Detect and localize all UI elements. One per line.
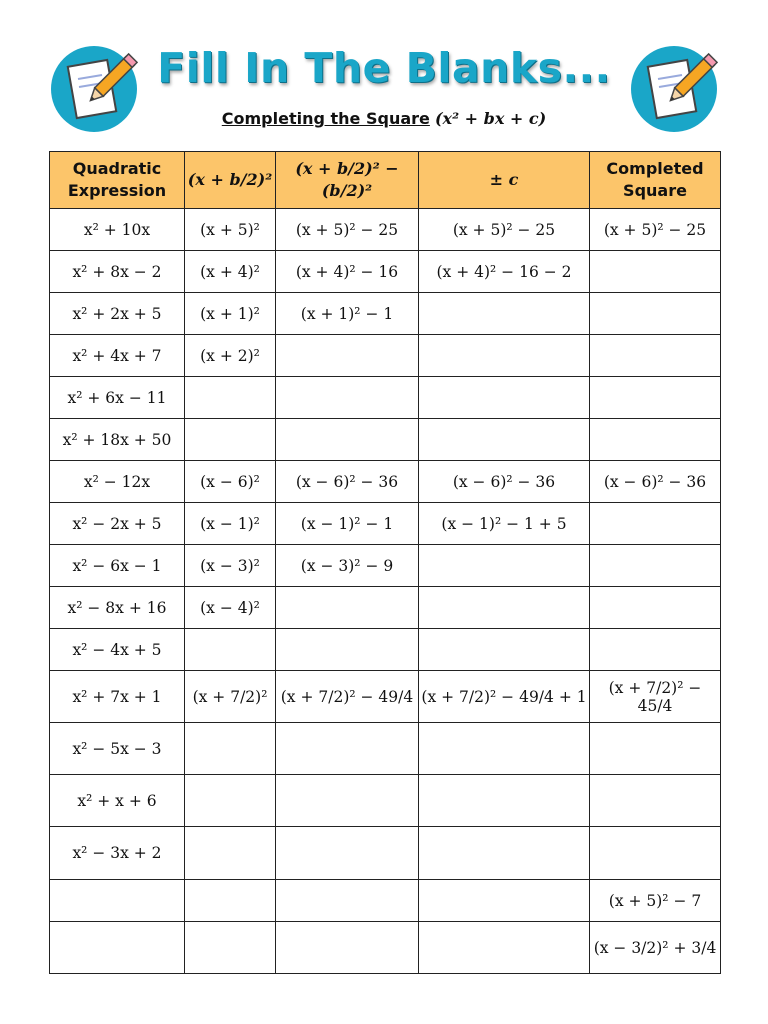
expression-cell[interactable]: x² + 10x — [50, 209, 185, 251]
expression-cell[interactable]: x² − 8x + 16 — [50, 587, 185, 629]
table-row — [50, 775, 721, 827]
expression-cell[interactable]: x² + x + 6 — [50, 775, 185, 827]
table-row — [50, 503, 721, 545]
answer-cell[interactable]: (x + 4)² − 16 − 2 — [419, 251, 590, 293]
answer-cell[interactable] — [419, 880, 590, 922]
column-header: Completed Square — [590, 152, 721, 209]
answer-cell[interactable] — [590, 587, 721, 629]
expression-cell[interactable]: x² + 4x + 7 — [50, 335, 185, 377]
page-title: Fill In The Blanks... — [157, 44, 611, 92]
column-header: (x + b/2)² − (b/2)² — [276, 152, 419, 209]
expression-cell[interactable]: x² + 18x + 50 — [50, 419, 185, 461]
table-row — [50, 251, 721, 293]
table-row — [50, 587, 721, 629]
expression-cell[interactable]: x² − 4x + 5 — [50, 629, 185, 671]
column-header: (x + b/2)² — [185, 152, 276, 209]
answer-cell[interactable] — [276, 629, 419, 671]
table-row — [50, 922, 721, 974]
answer-cell[interactable] — [590, 827, 721, 880]
expression-cell[interactable] — [50, 922, 185, 974]
table-row — [50, 335, 721, 377]
answer-cell[interactable] — [419, 922, 590, 974]
answer-cell[interactable]: (x + 7/2)² — [185, 671, 276, 723]
pencil-paper-icon — [630, 45, 718, 133]
answer-cell[interactable] — [276, 587, 419, 629]
answer-cell[interactable] — [590, 293, 721, 335]
subtitle-formula: (x² + bx + c) — [434, 109, 547, 128]
answer-cell[interactable]: (x + 5)² — [185, 209, 276, 251]
answer-cell[interactable] — [276, 880, 419, 922]
answer-cell[interactable] — [419, 293, 590, 335]
answer-cell[interactable] — [419, 377, 590, 419]
answer-cell[interactable] — [185, 922, 276, 974]
answer-cell[interactable]: (x + 1)² — [185, 293, 276, 335]
answer-cell[interactable] — [590, 545, 721, 587]
answer-cell[interactable]: (x − 3)² − 9 — [276, 545, 419, 587]
answer-cell[interactable]: (x + 1)² − 1 — [276, 293, 419, 335]
answer-cell[interactable]: (x − 1)² − 1 + 5 — [419, 503, 590, 545]
table-body — [50, 209, 721, 974]
table-row — [50, 629, 721, 671]
answer-cell[interactable] — [590, 335, 721, 377]
expression-cell[interactable]: x² + 2x + 5 — [50, 293, 185, 335]
answer-cell[interactable]: (x − 1)² − 1 — [276, 503, 419, 545]
answer-cell[interactable] — [185, 827, 276, 880]
answer-cell[interactable] — [276, 419, 419, 461]
column-header: Quadratic Expression — [50, 152, 185, 209]
subtitle — [150, 109, 618, 128]
answer-cell[interactable] — [590, 503, 721, 545]
answer-cell[interactable] — [419, 335, 590, 377]
answer-cell[interactable]: (x + 7/2)² − 49/4 + 1 — [419, 671, 590, 723]
answer-cell[interactable] — [185, 775, 276, 827]
completing-square-table — [49, 151, 721, 974]
answer-cell[interactable] — [185, 377, 276, 419]
expression-cell[interactable]: x² − 5x − 3 — [50, 723, 185, 775]
subtitle-text: Completing the Square — [221, 109, 430, 128]
answer-cell[interactable]: (x − 3)² — [185, 545, 276, 587]
answer-cell[interactable]: (x + 5)² − 25 — [276, 209, 419, 251]
answer-cell[interactable]: (x + 5)² − 25 — [419, 209, 590, 251]
expression-cell[interactable]: x² − 12x — [50, 461, 185, 503]
table-row — [50, 209, 721, 251]
answer-cell[interactable] — [276, 827, 419, 880]
answer-cell[interactable]: (x − 4)² — [185, 587, 276, 629]
table-row — [50, 377, 721, 419]
answer-cell[interactable] — [276, 723, 419, 775]
answer-cell[interactable]: (x − 6)² − 36 — [590, 461, 721, 503]
expression-cell[interactable]: x² − 2x + 5 — [50, 503, 185, 545]
answer-cell[interactable] — [185, 723, 276, 775]
answer-cell[interactable]: (x + 7/2)² − 49/4 — [276, 671, 419, 723]
expression-cell[interactable]: x² − 6x − 1 — [50, 545, 185, 587]
answer-cell[interactable]: (x − 1)² — [185, 503, 276, 545]
table-row — [50, 671, 721, 723]
answer-cell[interactable]: (x + 2)² — [185, 335, 276, 377]
answer-cell[interactable] — [419, 545, 590, 587]
table-header-row — [50, 152, 721, 209]
answer-cell[interactable] — [590, 251, 721, 293]
answer-cell[interactable] — [419, 419, 590, 461]
answer-cell[interactable]: (x − 6)² − 36 — [276, 461, 419, 503]
table-row — [50, 419, 721, 461]
answer-cell[interactable] — [419, 587, 590, 629]
answer-cell[interactable] — [590, 377, 721, 419]
answer-cell[interactable] — [419, 827, 590, 880]
expression-cell[interactable] — [50, 880, 185, 922]
answer-cell[interactable] — [590, 419, 721, 461]
answer-cell[interactable] — [276, 335, 419, 377]
table-row — [50, 827, 721, 880]
answer-cell[interactable] — [185, 629, 276, 671]
answer-cell[interactable]: (x + 5)² − 7 — [590, 880, 721, 922]
table-row — [50, 880, 721, 922]
answer-cell[interactable]: (x − 6)² − 36 — [419, 461, 590, 503]
answer-cell[interactable] — [419, 775, 590, 827]
answer-cell[interactable] — [590, 723, 721, 775]
answer-cell[interactable] — [276, 775, 419, 827]
table-row — [50, 293, 721, 335]
answer-cell[interactable] — [185, 880, 276, 922]
table-row — [50, 461, 721, 503]
expression-cell[interactable]: x² − 3x + 2 — [50, 827, 185, 880]
answer-cell[interactable]: (x + 7/2)² − 45/4 — [590, 671, 721, 723]
answer-cell[interactable] — [590, 775, 721, 827]
expression-cell[interactable]: x² + 7x + 1 — [50, 671, 185, 723]
answer-cell[interactable] — [185, 419, 276, 461]
page-header — [0, 0, 768, 150]
answer-cell[interactable]: (x + 5)² − 25 — [590, 209, 721, 251]
expression-cell[interactable]: x² + 8x − 2 — [50, 251, 185, 293]
pencil-paper-icon — [50, 45, 138, 133]
answer-cell[interactable]: (x − 6)² — [185, 461, 276, 503]
answer-cell[interactable]: (x − 3/2)² + 3/4 — [590, 922, 721, 974]
table-row — [50, 545, 721, 587]
answer-cell[interactable] — [276, 377, 419, 419]
answer-cell[interactable]: (x + 4)² − 16 — [276, 251, 419, 293]
answer-cell[interactable] — [590, 629, 721, 671]
expression-cell[interactable]: x² + 6x − 11 — [50, 377, 185, 419]
answer-cell[interactable] — [276, 922, 419, 974]
column-header: ± c — [419, 152, 590, 209]
answer-cell[interactable] — [419, 723, 590, 775]
table-row — [50, 723, 721, 775]
answer-cell[interactable] — [419, 629, 590, 671]
answer-cell[interactable]: (x + 4)² — [185, 251, 276, 293]
